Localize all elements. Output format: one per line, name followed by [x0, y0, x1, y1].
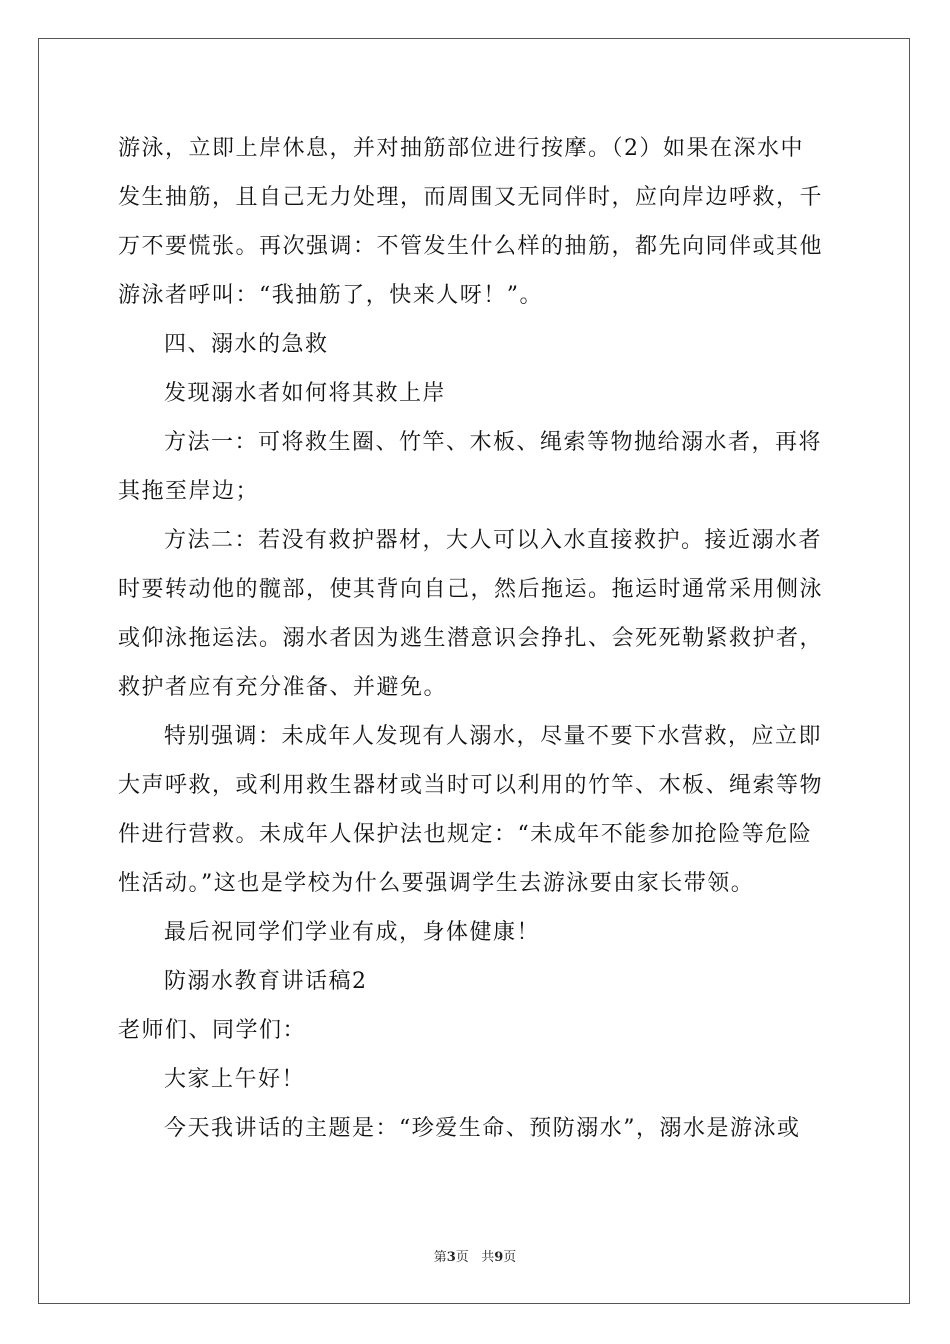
text-line: 最后祝同学们学业有成，身体健康！ — [164, 920, 541, 945]
text-line: 救护者应有充分准备、并避免。 — [118, 675, 448, 700]
text-line: 游泳者呼叫：“我抽筋了，快来人呀！”。 — [118, 283, 543, 308]
text-line: 性活动。”这也是学校为什么要强调学生去游泳要由家长带领。 — [118, 871, 755, 896]
text-line: 万不要慌张。再次强调：不管发生什么样的抽筋，都先向同伴或其他 — [118, 234, 824, 259]
document-body — [118, 124, 834, 1153]
text-line: 大声呼救，或利用救生器材或当时可以利用的竹竿、木板、绳索等物 — [118, 773, 824, 798]
page-number-suffix: 页 — [455, 1250, 469, 1265]
text-line: 特别强调：未成年人发现有人溺水，尽量不要下水营救，应立即 — [164, 724, 823, 749]
page-number-prefix: 第 — [433, 1250, 447, 1265]
text-line: 发生抽筋，且自己无力处理，而周围又无同伴时，应向岸边呼救，千 — [118, 185, 824, 210]
text-line: 方法二：若没有救护器材，大人可以入水直接救护。接近溺水者 — [164, 528, 823, 553]
text-line: 游泳，立即上岸休息，并对抽筋部位进行按摩。（2）如果在深水中 — [118, 136, 804, 161]
total-pages-prefix: 共 — [481, 1250, 495, 1265]
text-line: 其拖至岸边； — [118, 479, 260, 504]
total-page-count: 9 — [494, 1250, 504, 1265]
text-line: 今天我讲话的主题是：“珍爱生命、预防溺水”，溺水是游泳或 — [164, 1116, 801, 1141]
text-line: 防溺水教育讲话稿2 — [164, 969, 368, 994]
text-line: 发现溺水者如何将其救上岸 — [164, 381, 447, 406]
text-line: 老师们、同学们： — [118, 1018, 307, 1043]
total-pages-suffix: 页 — [503, 1250, 517, 1265]
text-line: 件进行营救。未成年人保护法也规定：“未成年不能参加抢险等危险 — [118, 822, 813, 847]
page-footer — [0, 1246, 950, 1265]
text-line: 方法一：可将救生圈、竹竿、木板、绳索等物抛给溺水者，再将 — [164, 430, 823, 455]
current-page-number: 3 — [446, 1250, 456, 1265]
text-line: 四、溺水的急救 — [164, 332, 329, 357]
text-line: 大家上午好！ — [164, 1067, 306, 1092]
text-line: 或仰泳拖运法。溺水者因为逃生潜意识会挣扎、会死死勒紧救护者， — [118, 626, 824, 651]
text-line: 时要转动他的髋部，使其背向自己，然后拖运。拖运时通常采用侧泳 — [118, 577, 824, 602]
